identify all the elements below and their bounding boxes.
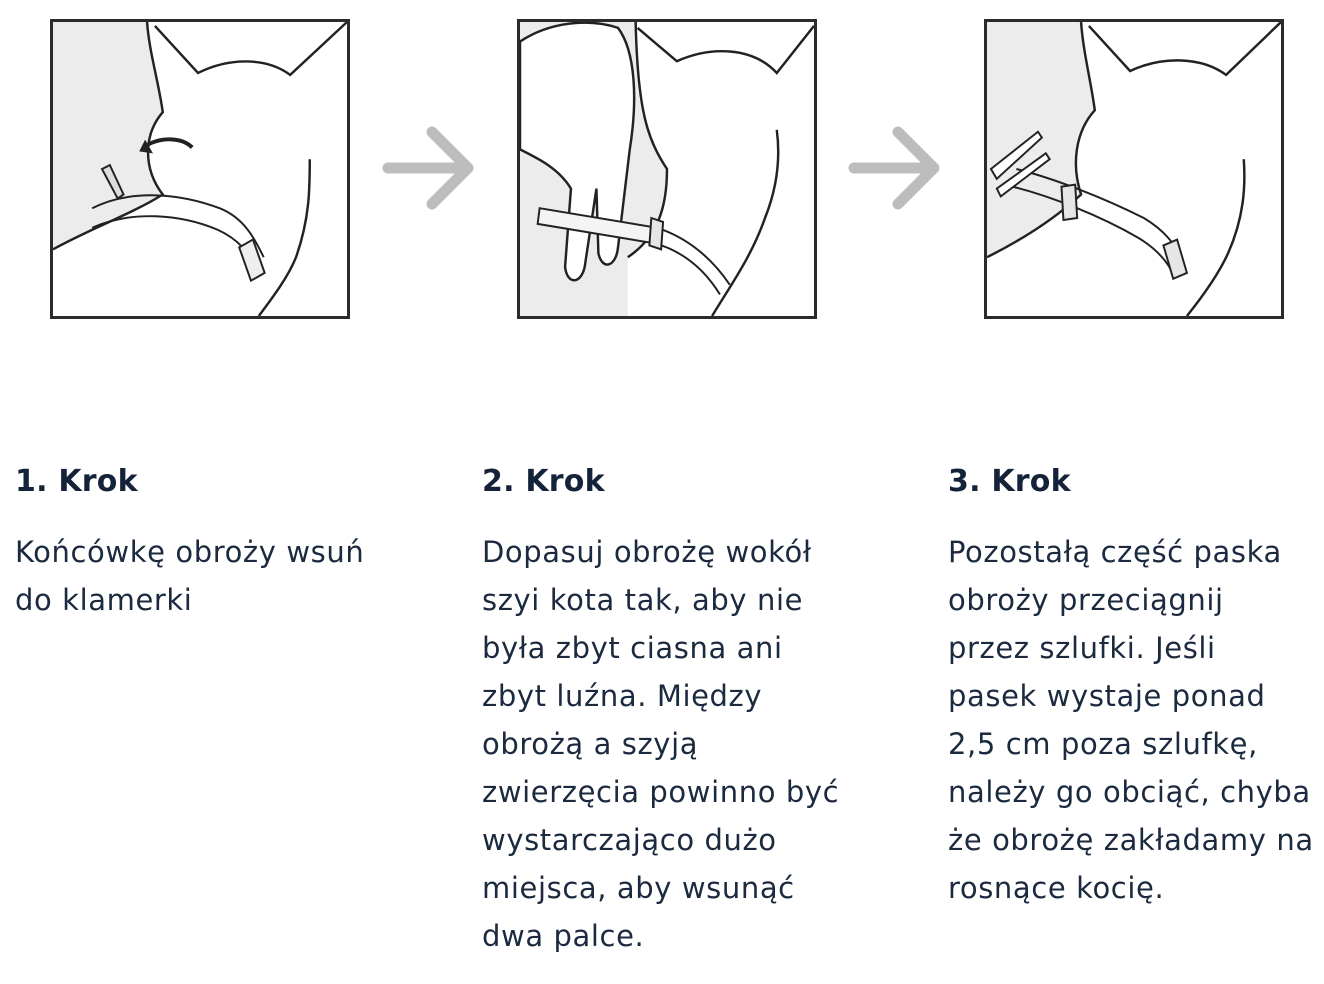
step-3-line: należy go obciąć, chyba (948, 775, 1311, 809)
step-3-line: 2,5 cm poza szlufkę, (948, 727, 1258, 761)
step-1-line: do klamerki (15, 583, 193, 617)
step-2-line: obrożą a szyją (482, 727, 699, 761)
step-2-line: Dopasuj obrożę wokół (482, 535, 812, 569)
step-1-illustration (50, 19, 350, 319)
arrow-right-icon (382, 120, 478, 216)
step-2-line: zwierzęcia powinno być (482, 775, 840, 809)
step-1-title: 1. Krok (15, 464, 138, 499)
step-2 (482, 462, 922, 960)
step-1-description (15, 528, 435, 624)
step-1 (15, 462, 435, 624)
step-2-illustration (517, 19, 817, 319)
step-3-line: że obrożę zakładamy na (948, 823, 1314, 857)
step-3-line: przez szlufki. Jeśli (948, 631, 1216, 665)
step-2-line: miejsca, aby wsunąć (482, 871, 795, 905)
step-1-line: Końcówkę obroży wsuń (15, 535, 365, 569)
step-3-illustration (984, 19, 1284, 319)
step-3-line: pasek wystaje ponad (948, 679, 1266, 713)
step-2-line: była zbyt ciasna ani (482, 631, 783, 665)
cat-collar-adjust-fit-illustration (520, 22, 814, 316)
step-3-line: obroży przeciągnij (948, 583, 1224, 617)
step-2-line: szyi kota tak, aby nie (482, 583, 804, 617)
cat-collar-trim-strap-illustration (987, 22, 1281, 316)
step-3-title: 3. Krok (948, 464, 1071, 499)
step-3-line: Pozostałą część paska (948, 535, 1282, 569)
step-3 (948, 462, 1324, 912)
step-2-title: 2. Krok (482, 464, 605, 499)
step-3-line: rosnące kocię. (948, 871, 1165, 905)
step-2-line: wystarczająco dużo (482, 823, 777, 857)
cat-collar-insert-end-illustration (53, 22, 347, 316)
step-2-description (482, 528, 922, 960)
step-3-description (948, 528, 1324, 912)
step-2-line: zbyt luźna. Między (482, 679, 763, 713)
arrow-right-icon (848, 120, 944, 216)
step-2-line: dwa palce. (482, 919, 645, 953)
